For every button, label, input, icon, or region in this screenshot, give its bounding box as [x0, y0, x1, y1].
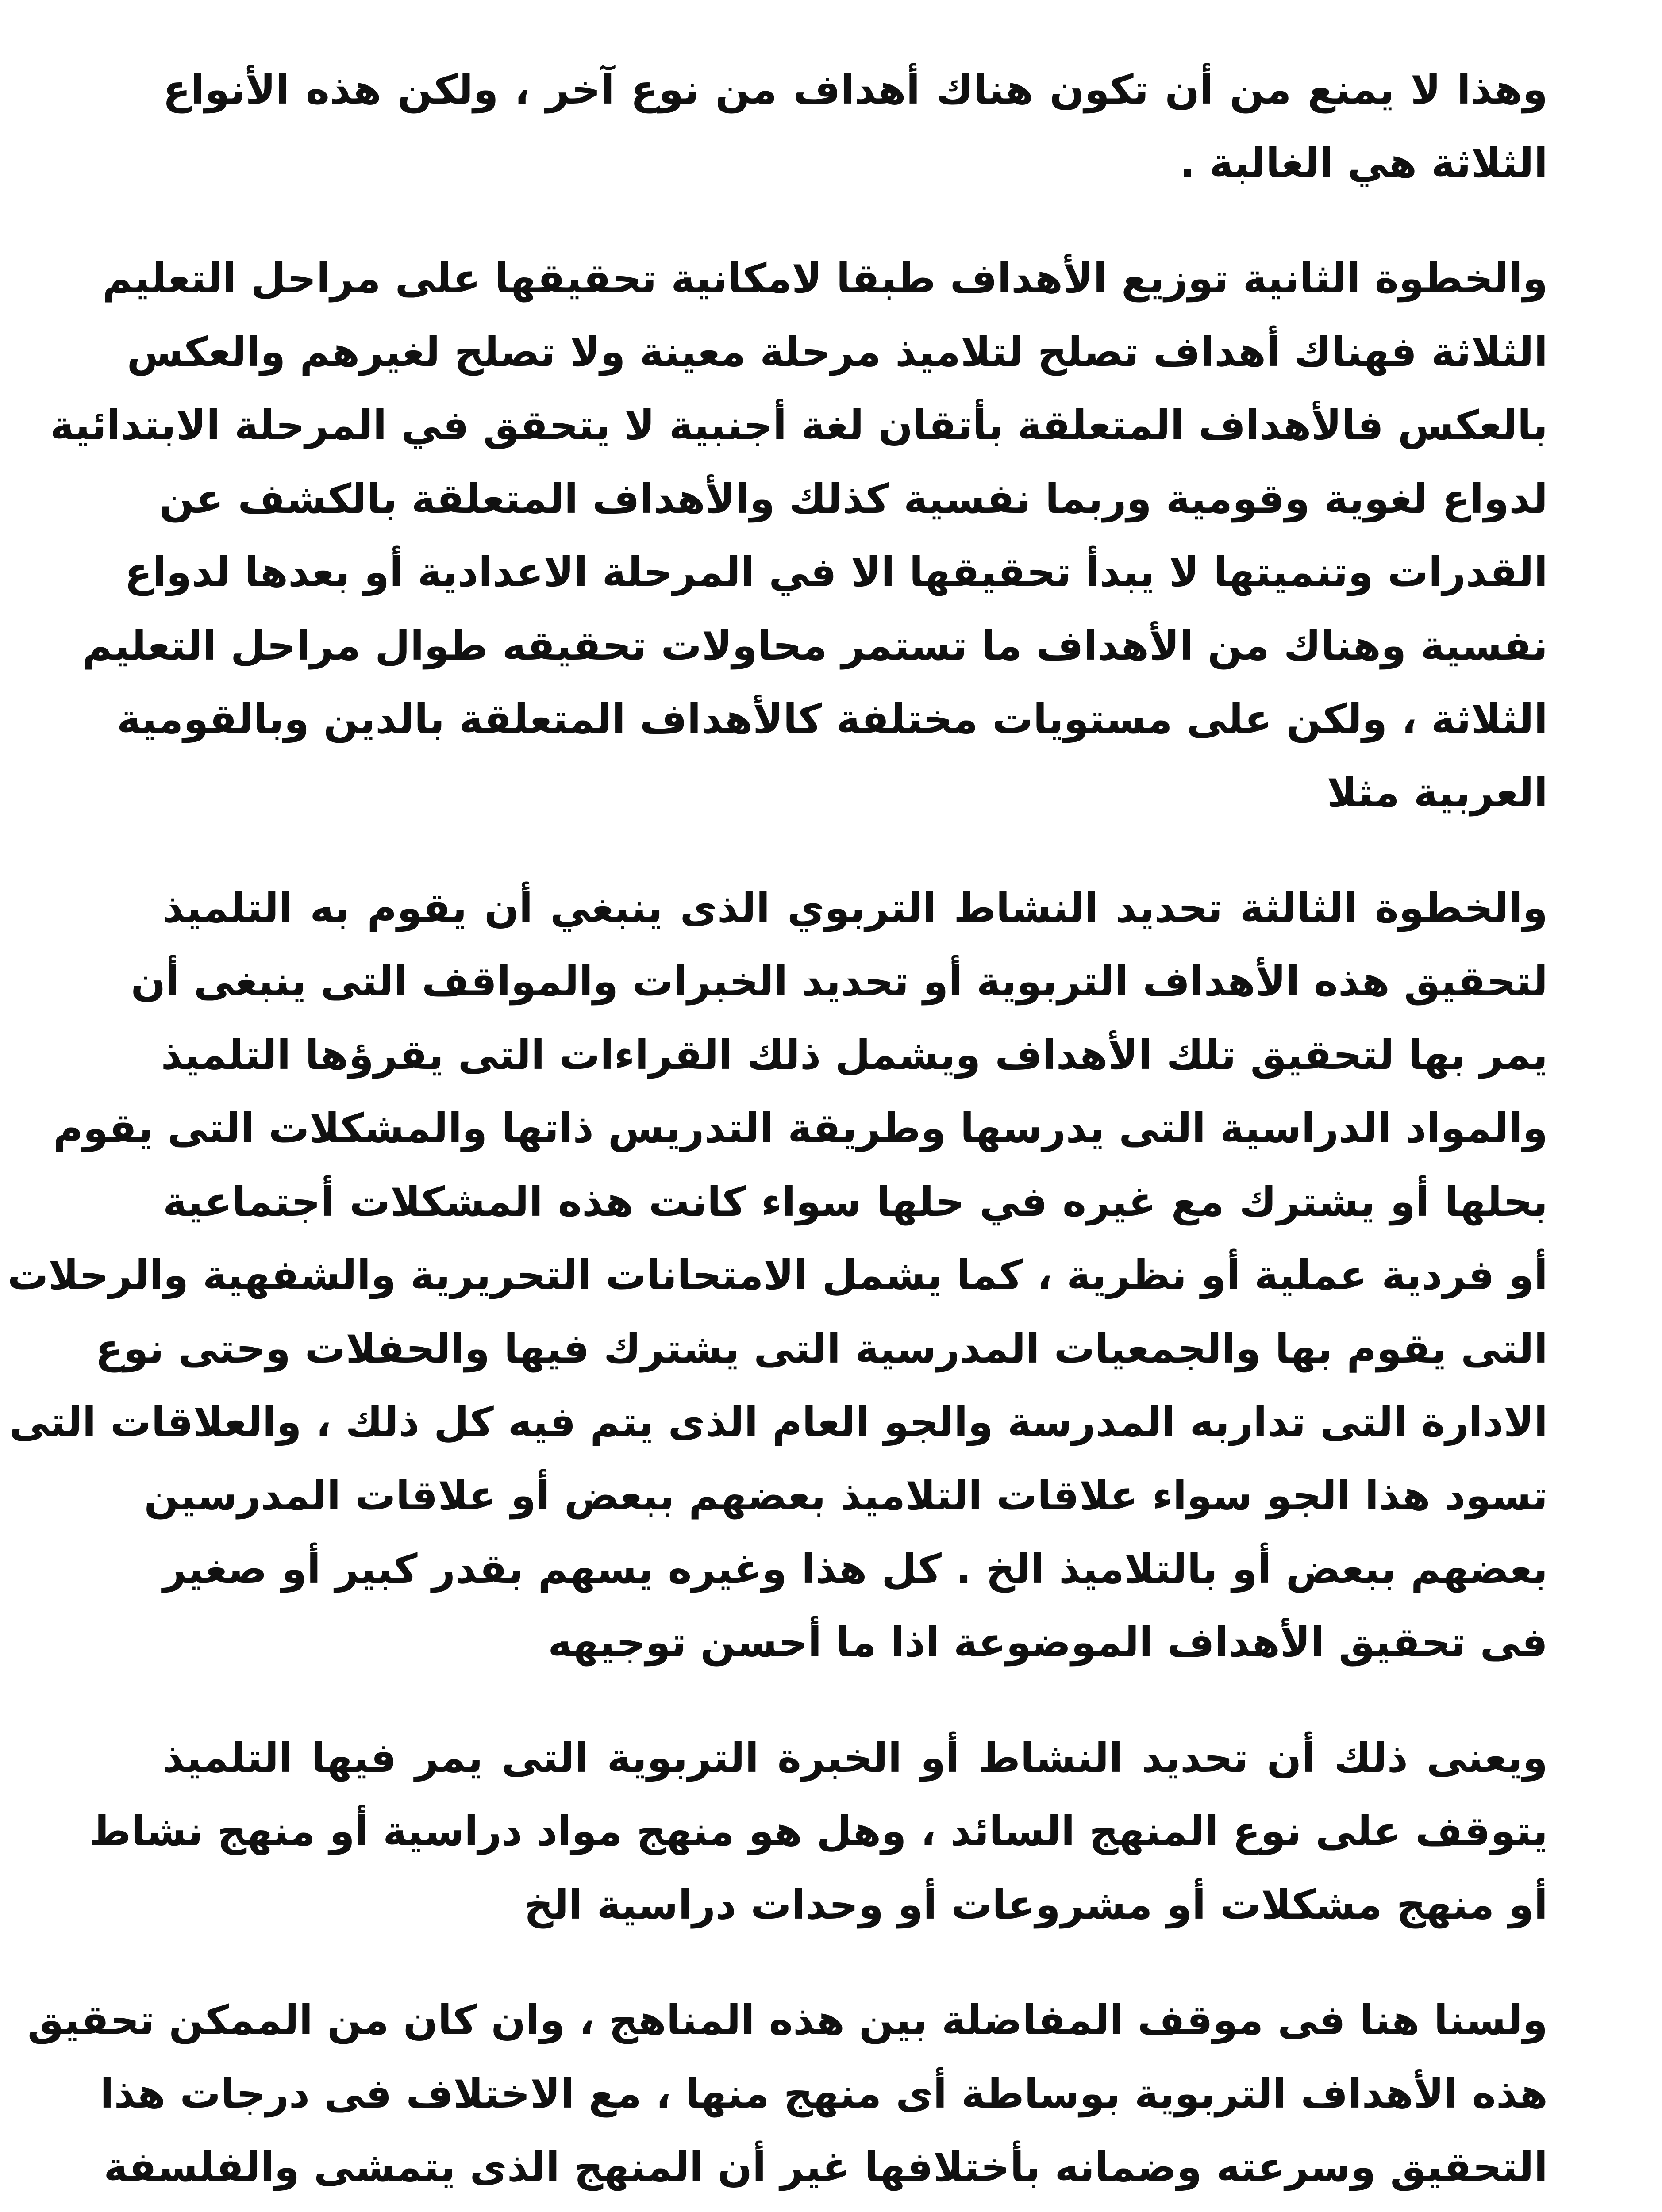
paragraph-5 [27, 1984, 1548, 2212]
text-line: لتحقيق هذه الأهداف التربوية أو تحديد الخبرات والمواقف التى ينبغى أن [131, 958, 1548, 1005]
text-line [163, 2204, 1548, 2212]
text-line: نفسية وهناك من الأهداف ما تستمر محاولات تحقيقه طوال مراحل التعليم [82, 622, 1548, 669]
paragraph-4 [88, 1721, 1548, 1942]
text-line: بعضهم ببعض أو بالتلاميذ الخ . كل هذا وغيره يسهم بقدر كبير أو صغير [163, 1545, 1548, 1593]
text-line: وهذا لا يمنع من أن تكون هناك أهداف من نوع آخر ، ولكن هذه الأنواع [163, 66, 1548, 113]
text-line: والخطوة الثانية توزيع الأهداف طبقا لامكانية تحقيقها على مراحل التعليم [102, 255, 1548, 302]
text-line: والمواد الدراسية التى يدرسها وطريقة التدريس ذاتها والمشكلات التى يقوم [53, 1105, 1548, 1152]
text-line: أو فردية عملية أو نظرية ، كما يشمل الامتحانات التحريرية والشفهية والرحلات [7, 1252, 1548, 1299]
text-line: القدرات وتنميتها لا يبدأ تحقيقها الا في المرحلة الاعدادية أو بعدها لدواع [124, 549, 1548, 596]
text-line: الثلاثة هي الغالبة . [1179, 139, 1548, 187]
text-line: التحقيق وسرعته وضمانه بأختلافها غير أن المنهج الذى يتمشى والفلسفة [104, 2143, 1548, 2191]
text-line: ولسنا هنا فى موقف المفاضلة بين هذه المناهج ، وان كان من الممكن تحقيق [27, 1997, 1548, 2044]
paragraph-2 [50, 242, 1548, 830]
text-line: لدواع لغوية وقومية وربما نفسية كذلك والأهداف المتعلقة بالكشف عن [159, 475, 1548, 522]
text-line: تسود هذا الجو سواء علاقات التلاميذ بعضهم ببعض أو علاقات المدرسين [144, 1472, 1548, 1519]
text-line: العربية مثلا [1327, 769, 1548, 816]
text-line: التى يقوم بها والجمعيات المدرسية التى يشترك فيها والحفلات وحتى نوع [95, 1325, 1548, 1372]
text-line: الثلاثة ، ولكن على مستويات مختلفة كالأهداف المتعلقة بالدين وبالقومية [116, 695, 1548, 743]
text-line: يمر بها لتحقيق تلك الأهداف ويشمل ذلك القراءات التى يقرؤها التلميذ [161, 1031, 1548, 1079]
text-line: الثلاثة فهناك أهداف تصلح لتلاميذ مرحلة معينة ولا تصلح لغيرهم والعكس [127, 328, 1548, 376]
text-line: بحلها أو يشترك مع غيره في حلها سواء كانت هذه المشكلات أجتماعية [163, 1178, 1548, 1225]
text-line: فى تحقيق الأهداف الموضوعة اذا ما أحسن توجيهه [548, 1619, 1548, 1666]
text-line: أو منهج مشكلات أو مشروعات أو وحدات دراسية الخ [524, 1881, 1548, 1928]
text-line: الادارة التى تداربه المدرسة والجو العام الذى يتم فيه كل ذلك ، والعلاقات التى [9, 1398, 1548, 1446]
text-line: بالعكس فالأهداف المتعلقة بأتقان لغة أجنبية لا يتحقق في المرحلة الابتدائية [50, 402, 1548, 449]
text-line: هذه الأهداف التربوية بوساطة أى منهج منها ، مع الاختلاف فى درجات هذا [100, 2070, 1548, 2117]
document-body [7, 53, 1548, 2212]
paragraph-3 [7, 872, 1548, 1679]
paragraph-1 [163, 53, 1548, 200]
text-line: ويعنى ذلك أن تحديد النشاط أو الخبرة التربوية التى يمر فيها التلميذ [163, 1734, 1548, 1782]
text-line: والخطوة الثالثة تحديد النشاط التربوي الذى ينبغي أن يقوم به التلميذ [163, 884, 1548, 932]
text-line: يتوقف على نوع المنهج السائد ، وهل هو منهج مواد دراسية أو منهج نشاط [88, 1808, 1548, 1855]
